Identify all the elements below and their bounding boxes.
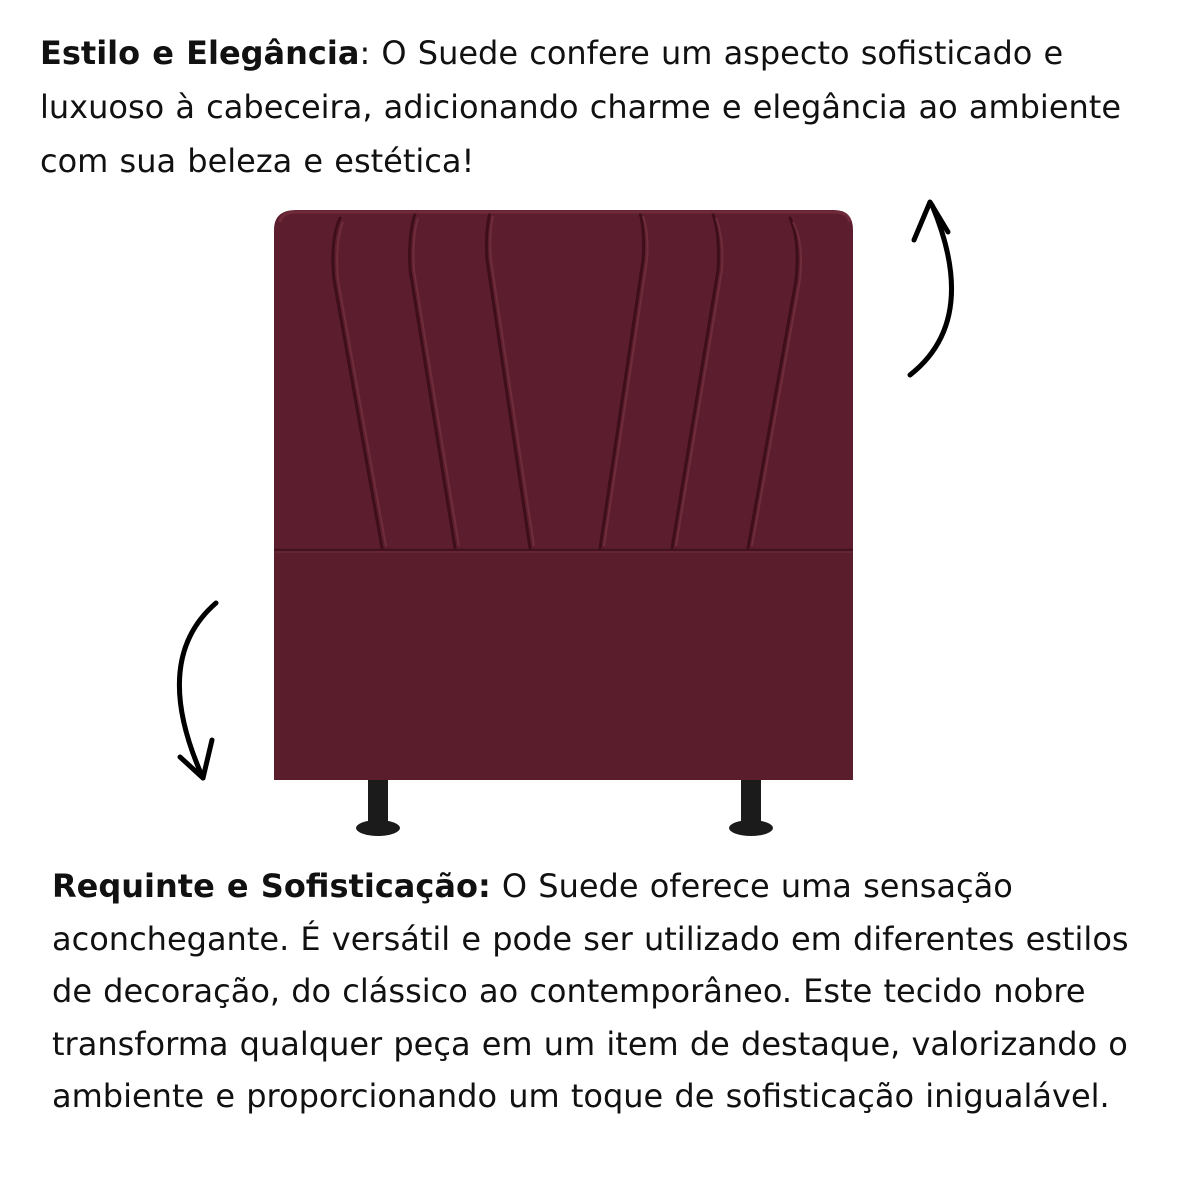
curved-arrow-up-icon	[910, 202, 952, 375]
top-body: O Suede confere um aspecto sofisticado e luxuoso à cabeceira, adicionando charme e elegância ao ambiente com sua beleza e estética!	[40, 34, 1122, 180]
headboard-body	[274, 210, 853, 780]
curved-arrow-down-icon	[179, 603, 216, 778]
bottom-description	[52, 860, 1172, 1123]
headboard-legs	[356, 776, 773, 836]
bottom-heading: Requinte e Sofisticação:	[52, 867, 491, 905]
top-heading: Estilo e Elegância	[40, 34, 360, 72]
top-heading-separator: :	[359, 34, 371, 72]
bottom-body: O Suede oferece uma sensação aconchegante. É versátil e pode ser utilizado em diferentes estilos de decoração, do clássico ao contemporâneo. Este tecido nobre transforma qualquer peça em um item de destaque, valorizando o ambiente e proporcionando um toque de sofisticação inigualável.	[52, 867, 1129, 1116]
